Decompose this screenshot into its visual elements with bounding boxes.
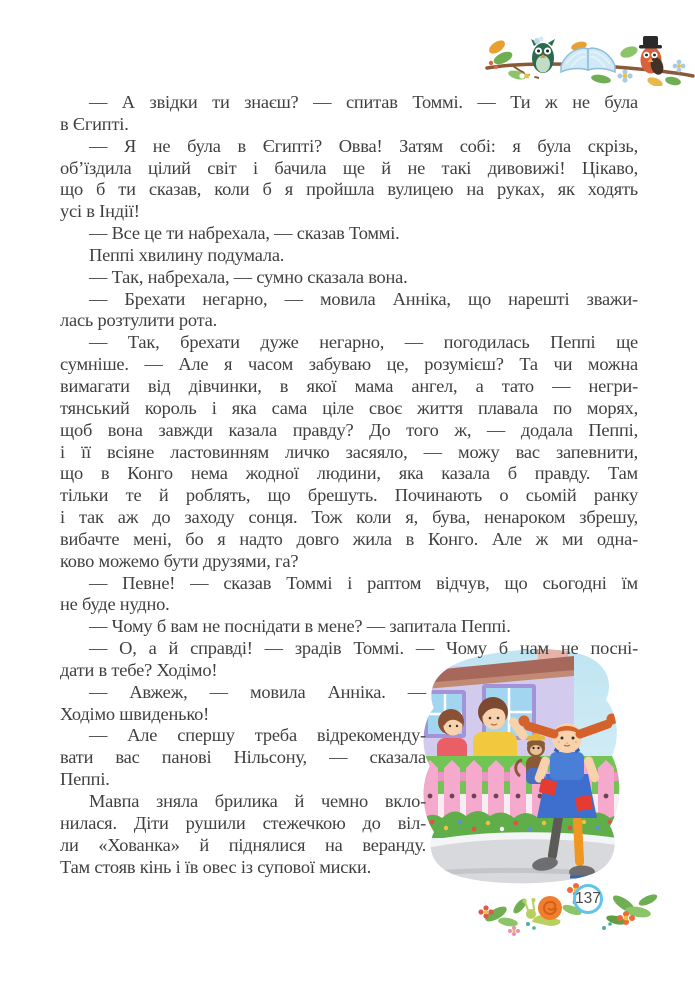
text-line: вибачте мені, бо я надто довго жила в Конго. Але ж ми одна- (60, 528, 638, 549)
text-line: і так аж до заходу сонця. Тож коли я, бува, ненароком збрешу, (60, 507, 638, 528)
text-line: в Єгипті. (60, 113, 129, 134)
text-line: дати в тебе? Ходімо! (60, 659, 218, 680)
text-line: що б ти сказав, коли б я пройшла вулицею на руках, як ходять (60, 179, 638, 200)
text-line: сумніше. — Але я часом забуваю це, розумієш? Та чи можна (60, 354, 638, 375)
text-line: — Я не була в Єгипті? Овва! Затям собі: я була скрізь, (89, 135, 638, 156)
text-line: усі в Індії! (60, 201, 140, 222)
text-line: — Брехати негарно, — мовила Анніка, що нарешті зважи- (89, 288, 638, 309)
text-line: щоб вона завжди казала правду? До того ж, — додала Пеппі, (60, 419, 638, 440)
text-line: Ходімо швиденько! (60, 703, 210, 724)
text-column (60, 92, 638, 878)
text-line: тільки те й роблять, що брешуть. Починають о сьомій ранку (60, 485, 638, 506)
text-line: — А звідки ти знаєш? — спитав Томмі. — Ти ж не була (89, 92, 638, 112)
text-line: об’їздила цілий світ і бачила ще й не такі дивовижі! Цікаво, (60, 157, 638, 178)
text-line: ково можемо бути друзями, га? (60, 550, 299, 571)
snail-icon (523, 896, 563, 926)
text-line: що в Конго нема жодної людини, яка казала б правду. Там (60, 463, 638, 484)
text-line: — Так, брехати дуже негарно, — погодилась Пеппі ще (89, 332, 638, 353)
page-number: 137 (575, 890, 601, 907)
text-line: Мавпа зняла брилика й чемно вкло- (89, 791, 426, 811)
text-line: тянський король і яка сама ціле своє життя плавала по морях, (60, 397, 638, 418)
text-line: не буде нудно. (60, 594, 170, 615)
text-line: — О, а й справді! — зрадів Томмі. — Чому б нам не посні- (89, 638, 638, 659)
text-line: — Все це ти набрехала, — сказав Томмі. (89, 223, 400, 244)
text-line: лась розтулити рота. (60, 310, 217, 331)
page-number-badge (573, 884, 603, 914)
leaves-icon (483, 889, 659, 930)
text-line: — Так, набрехала, — сумно сказала вона. (89, 266, 408, 287)
text-line: ли «Хованка» й піднялися на веранду. (60, 834, 426, 855)
text-line: вимагати від дівчинки, в якої мама ангел, а тато — негри- (60, 375, 638, 396)
text-line: — Чому б вам не поснідати в мене? — запитала Пеппі. (89, 616, 511, 637)
text-line: — Але спершу треба відрекоменду- (89, 725, 426, 746)
text-line: Там стояв кінь і їв овес із супової миски. (60, 856, 372, 877)
footer-decoration (476, 876, 671, 938)
green-owl-icon (531, 37, 555, 74)
text-line: Пеппі. (60, 769, 110, 790)
text-line: нилася. Діти рушили стежечкою до віл- (60, 812, 426, 833)
text-line: — Авжеж, — мовила Анніка. — (89, 681, 426, 702)
text-line: і її всіяне ластовинням личко засяяло, — можу вас запевнити, (60, 441, 638, 462)
text-narrow-width (60, 682, 426, 879)
text-line: вати вас панові Нільсону, — сказала (60, 747, 426, 768)
text-line: Пеппі хвилину подумала. (89, 244, 285, 265)
text-full-width (60, 92, 638, 682)
branch-owls-book-decoration (483, 22, 695, 86)
open-book-icon (561, 48, 615, 72)
text-line: — Певне! — сказав Томмі і раптом відчув, що сьогодні їм (89, 572, 638, 593)
